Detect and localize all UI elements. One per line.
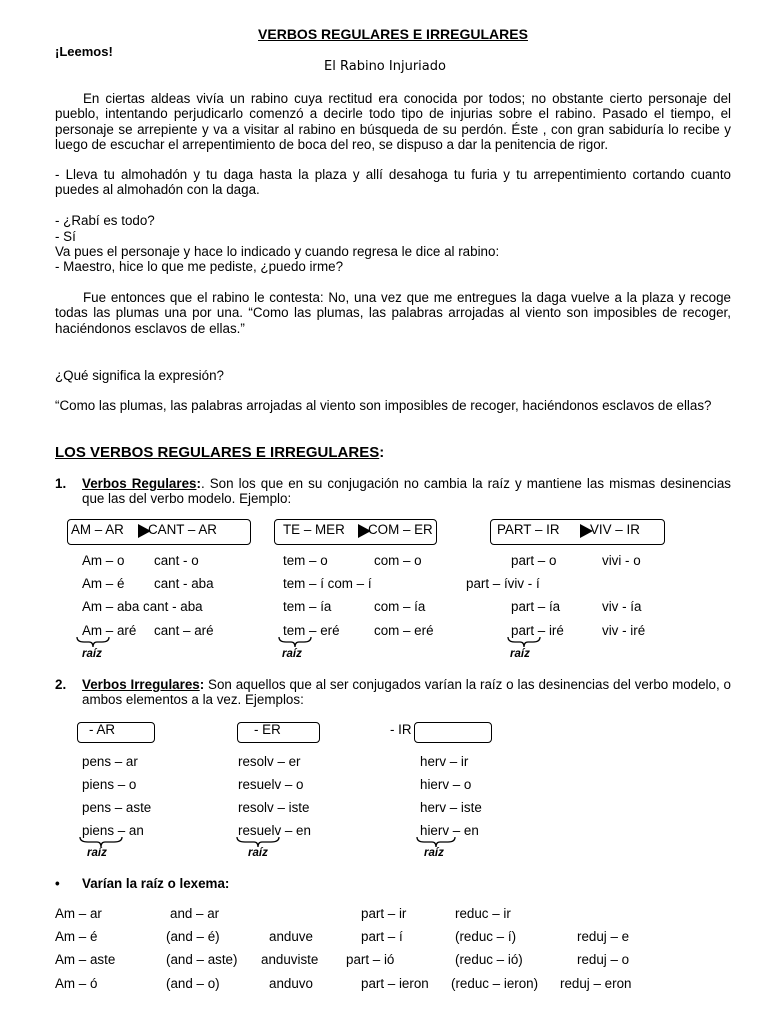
regulares-definition: Verbos Regulares:. Son los que en su conjugación no cambia la raíz y mantiene las mismas desinencias que las del verbo modelo. Ejemplo: (82, 476, 731, 507)
var-cell: reduj – e (577, 929, 630, 944)
reg-cell: Am – aré (82, 623, 137, 638)
raiz-label: raíz (248, 847, 268, 859)
var-cell: anduviste (261, 952, 319, 967)
irr-cell: pens – ar (82, 754, 138, 769)
raiz-label: raíz (282, 648, 302, 660)
model-ir-b: VIV – IR (590, 522, 640, 537)
story-paragraph-1: En ciertas aldeas vivía un rabino cuya rectitud era conocida por todos; no obstante cierto personaje del pueblo, intentando perjudicarlo comenzó a decirle todo tipo de injurias sobre el rabino. Pasado el tiempo, el personaje se arrepiente y va a visitar al rabino en búsqueda de su perdón. Éste , con gran sabiduría lo recibe y luego de escuchar el arrepentimiento de boca del reo, se dispuso a dar la penitencia de rigor. (55, 91, 731, 152)
reg-cell: tem – í com – í (283, 576, 372, 591)
reg-cell: cant - o (154, 553, 199, 568)
var-cell: Am – aste (55, 952, 116, 967)
irr-cell: hierv – o (420, 777, 472, 792)
reg-cell: viv - iré (602, 623, 646, 638)
model-er-b: COM – ER (368, 522, 433, 537)
var-cell: anduve (269, 929, 313, 944)
var-cell: (reduc – í) (455, 929, 517, 944)
dialogue-line-1: - ¿Rabí es todo? (55, 213, 155, 228)
varian-heading: Varían la raíz o lexema: (82, 876, 230, 891)
leemos-label: ¡Leemos! (55, 44, 113, 59)
reg-cell: Am – aba cant - aba (82, 599, 203, 614)
model-ar-a: AM – AR (71, 522, 124, 537)
regulares-number: 1. (55, 476, 67, 491)
section-heading: LOS VERBOS REGULARES E IRREGULARES: (55, 444, 385, 461)
var-cell: part – ieron (361, 976, 429, 991)
reg-cell: vivi - o (602, 553, 641, 568)
var-cell: reduc – ir (455, 906, 511, 921)
brace-icon (507, 636, 541, 648)
irr-cell: resolv – er (238, 754, 301, 769)
reg-cell: tem – o (283, 553, 328, 568)
var-cell: and – ar (170, 906, 220, 921)
ending-ir: - IR (390, 722, 412, 737)
irregulares-definition: Verbos Irregulares: Son aquellos que al ser conjugados varían la raíz o las desinencias del verbo modelo, o ambos elementos a la vez. Ejemplos: (82, 677, 731, 708)
question: ¿Qué significa la expresión? (55, 368, 224, 383)
irr-cell: piens – an (82, 823, 144, 838)
raiz-label: raíz (424, 847, 444, 859)
dialogue-line-2: - Sí (55, 229, 76, 244)
reg-cell: Am – o (82, 553, 125, 568)
var-cell: part – ir (361, 906, 407, 921)
reg-cell: com – ía (374, 599, 426, 614)
bullet: • (55, 876, 60, 891)
var-cell: reduj – eron (560, 976, 632, 991)
irregulares-number: 2. (55, 677, 67, 692)
brace-icon (278, 636, 312, 648)
brace-icon (76, 636, 110, 648)
var-cell: (reduc – ieron) (451, 976, 539, 991)
reg-cell: com – eré (374, 623, 434, 638)
quote: “Como las plumas, las palabras arrojadas al viento son imposibles de recoger, haciéndonos esclavos de ellas? (55, 398, 712, 413)
reg-cell: Am – é (82, 576, 125, 591)
irr-cell: resuelv – o (238, 777, 304, 792)
var-cell: Am – é (55, 929, 98, 944)
reg-cell: com – o (374, 553, 422, 568)
var-cell: (and – aste) (166, 952, 238, 967)
reg-cell: tem – ía (283, 599, 332, 614)
ending-er: - ER (254, 722, 281, 737)
var-cell: part – í (361, 929, 403, 944)
reg-cell: part – íviv - í (466, 576, 540, 591)
var-cell: (reduc – ió) (455, 952, 523, 967)
dialogue-line-4: - Maestro, hice lo que me pediste, ¿puedo irme? (55, 259, 344, 274)
var-cell: (and – é) (166, 929, 220, 944)
irr-cell: piens – o (82, 777, 137, 792)
dialogue-line-3: Va pues el personaje y hace lo indicado y cuando regresa le dice al rabino: (55, 244, 500, 259)
ending-ar: - AR (89, 722, 116, 737)
irr-cell: resolv – iste (238, 800, 310, 815)
reg-cell: cant - aba (154, 576, 214, 591)
model-er-a: TE – MER (283, 522, 345, 537)
irr-cell: herv – ir (420, 754, 469, 769)
irr-cell: pens – aste (82, 800, 152, 815)
ending-box-ir (414, 722, 492, 743)
irr-cell: resuelv – en (238, 823, 311, 838)
story-title: El Rabino Injuriado (324, 59, 446, 74)
model-ir-a: PART – IR (497, 522, 560, 537)
reg-cell: tem – eré (283, 623, 340, 638)
story-paragraph-2: - Lleva tu almohadón y tu daga hasta la plaza y allí desahoga tu furia y tu arrepentimiento cortando cuanto puedes al almohadón con la daga. (55, 167, 731, 198)
var-cell: Am – ar (55, 906, 102, 921)
story-paragraph-3: Fue entonces que el rabino le contesta: No, una vez que me entregues la daga vuelve a la plaza y recoge todas las plumas una por una. “Como las plumas, las palabras arrojadas al viento son imposibles de recoger, haciéndonos esclavos de ellas.” (55, 290, 731, 336)
var-cell: anduvo (269, 976, 313, 991)
model-ar-b: CANT – AR (148, 522, 217, 537)
irr-cell: hierv – en (420, 823, 479, 838)
var-cell: Am – ó (55, 976, 98, 991)
irr-cell: herv – iste (420, 800, 482, 815)
var-cell: (and – o) (166, 976, 220, 991)
page-title: VERBOS REGULARES E IRREGULARES (258, 26, 528, 42)
var-cell: reduj – o (577, 952, 630, 967)
raiz-label: raíz (87, 847, 107, 859)
reg-cell: part – o (511, 553, 557, 568)
reg-cell: viv - ía (602, 599, 642, 614)
reg-cell: cant – aré (154, 623, 214, 638)
raiz-label: raíz (82, 648, 102, 660)
var-cell: part – ió (346, 952, 395, 967)
reg-cell: part – ía (511, 599, 561, 614)
raiz-label: raíz (510, 648, 530, 660)
reg-cell: part – iré (511, 623, 564, 638)
